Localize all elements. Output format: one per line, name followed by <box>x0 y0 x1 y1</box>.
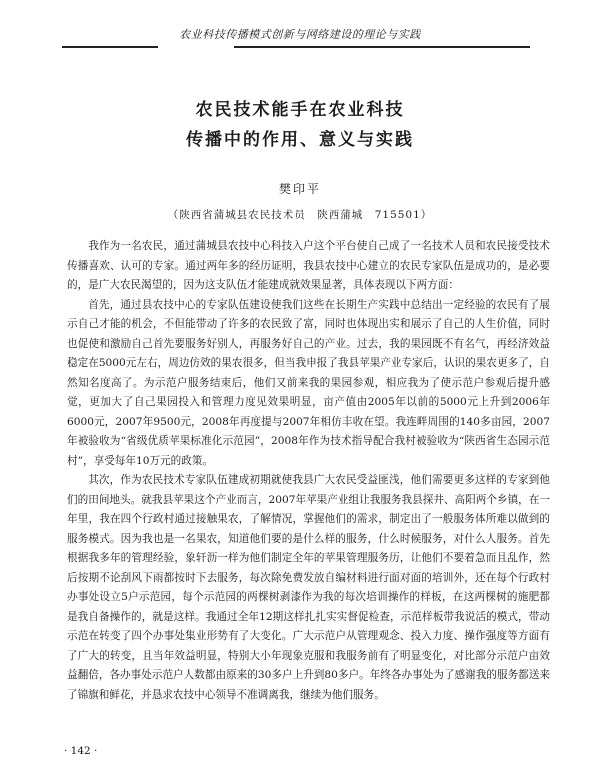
page-number: · 142 · <box>64 745 98 757</box>
paragraph-2: 首先，通过县农技中心的专家队伍建设使我们这些在长期生产实践中总结出一定经验的农民有了展示自己才能的机会，不但能带动了许多的农民致了富，同时也体现出实和展示了自己的人生价值，同时也促使和激励自己首先要服务好别人，再服务好自己的产业。过去，我的果园既不有名气，再经济效益稳定在5000元左右，周边仿效的果农很多，但当我申报了我县苹果产业专家后，认识的果农更多了，自然知名度高了。为示范户服务结束后，他们又前来我的果园参观，相应我为了使示范户参观后提升感觉，更加大了自己果园投入和管理力度见效果明显，亩产值由2005年以前的5000元上升到2006年6000元，2007年9500元，2008年再度提与2007年相仿丰收在望。我连畔周围的140多亩园，2007年被验收为“省级优质苹果标准化示范园”，2008年作为技术指导配合我村被验收为“陕西省生态园示范村”，享受每年10万元的政策。 <box>67 298 550 467</box>
author-name: 樊印平 <box>278 182 321 196</box>
header-rule-left <box>62 46 158 48</box>
header-rule-right <box>234 46 530 48</box>
article-title <box>0 95 600 155</box>
article-body <box>67 237 550 705</box>
title-line-1: 农民技术能手在农业科技 <box>195 100 405 120</box>
running-head: 农业科技传播模式创新与网络建设的理论与实践 <box>179 28 421 41</box>
paragraph-1: 我作为一名农民，通过蒲城县农技中心科技入户这个平台使自己成了一名技术人员和农民接受技术传播喜欢、认可的专家。通过两年多的经历证明，我县农技中心建立的农民专家队伍是成功的，是必要的，是广大农民渴望的，因为这支队伍才能建成就效果显著，具体表现以下两方面： <box>67 240 550 291</box>
title-line-2: 传播中的作用、意义与实践 <box>186 130 414 150</box>
paragraph-3: 其次，作为农民技术专家队伍建成初期就使我县广大农民受益匪浅，他们需要更多这样的专家到他们的田间地头。就我县苹果这个产业而言，2007年苹果产业组让我服务我县探井、高阳两个乡镇，在一年里，我在四个行政村通过接触果农，了解情况，掌握他们的需求，制定出了一般服务体所难以做到的服务模式。因为我也是一名果农，知道他们要的是什么样的服务，什么时候服务，对什么人服务。首先根据我多年的管理经验，象轩沥一样为他们制定全年的苹果管理服务历，让他们不要着急而且乱作，然后按期不论刮风下雨都按时下去服务，每次除免费发放自编材料进行面对面的培训外，还在每个行政村办事处设立5户示范园，每个示范园的两棵树剥漆作为我的每次培训操作的样板，在这两棵树的施肥都是我自备操作的，就是这样。我通过全年12期这样扎扎实实督促检查，示范样板带我说活的模式，带动示范在转变了四个办事处集业形势有了大变化。广大示范户从管理观念、投入力度、操作强度等方面有了广大的转变，且当年效益明显，特别大小年现象克服和我服务前有了明显变化，对比部分示范户亩效益翻倍，各办事处示范户人数都由原来的30多户上升到80多户。年终各办事处为了感谢我的服务都送来了锦旗和鲜花，并恳求农技中心领导不准调离我，继续为他们服务。 <box>67 474 550 701</box>
author-affiliation: （陕西省蒲城县农民技术员 陕西蒲城 715501） <box>167 209 433 221</box>
